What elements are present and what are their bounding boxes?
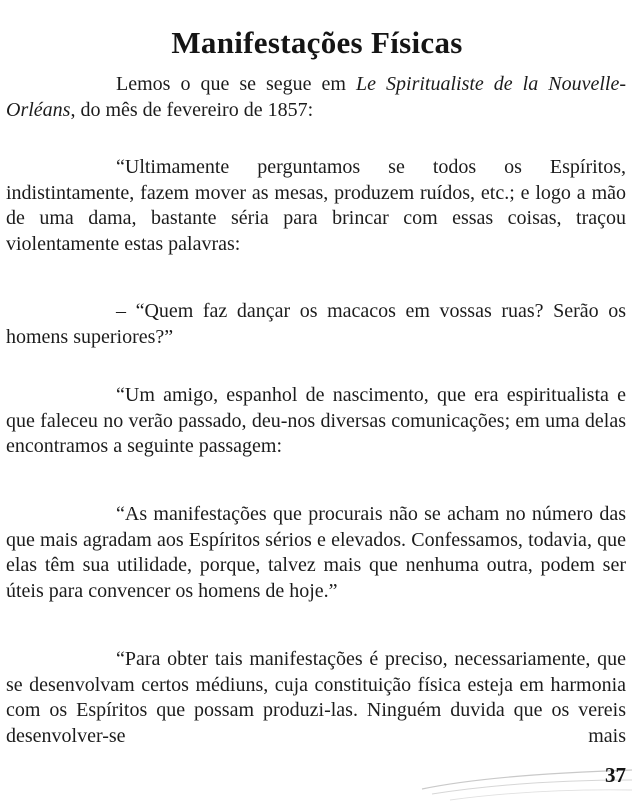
page-number: 37: [605, 763, 626, 787]
paragraph-question: “Ultimamente perguntamos se todos os Espíritos, indistintamente, fazem mover as mesas, produzem ruídos, etc.; e logo a mão de uma dama, bastante séria para brincar com essas coisas, traçou violentamente estas palavras:: [6, 156, 626, 255]
paragraph-communication-quote: “As manifestações que procurais não se acham no número das que mais agradam aos Espíritos sérios e elevados. Confessamos, todavia, que elas têm sua utilidade, porque, talvez mais que nenhuma outra, podem ser úteis para convencer os homens de hoje.”: [6, 503, 626, 602]
paragraph-mediums: “Para obter tais manifestações é preciso, necessariamente, que se desenvolvam certos médiuns, cuja constituição física esteja em harmonia com os Espíritos que possam produzi-las. Ninguém duvida que os vereis desenvolver-se mais: [6, 648, 626, 747]
paragraph-intro-text: Lemos o que se segue em: [116, 73, 356, 95]
publication-title: Le Spiritualiste de la Nouvelle-Orléans: [6, 73, 626, 121]
paragraph-intro: [6, 72, 626, 123]
page-corner-swoosh-ornament: [420, 752, 634, 803]
paragraph-spanish-friend: “Um amigo, espanhol de nascimento, que era espiritualista e que faleceu no verão passado, deu-nos diversas comunicações; em uma delas encontramos a seguinte passagem:: [6, 384, 626, 458]
paragraph-spirit-reply: – “Quem faz dançar os macacos em vossas ruas? Serão os homens superiores?”: [6, 300, 626, 348]
paragraph-intro-date: , do mês de fevereiro de 1857:: [70, 98, 314, 121]
page-title: Manifestações Físicas: [171, 24, 463, 60]
